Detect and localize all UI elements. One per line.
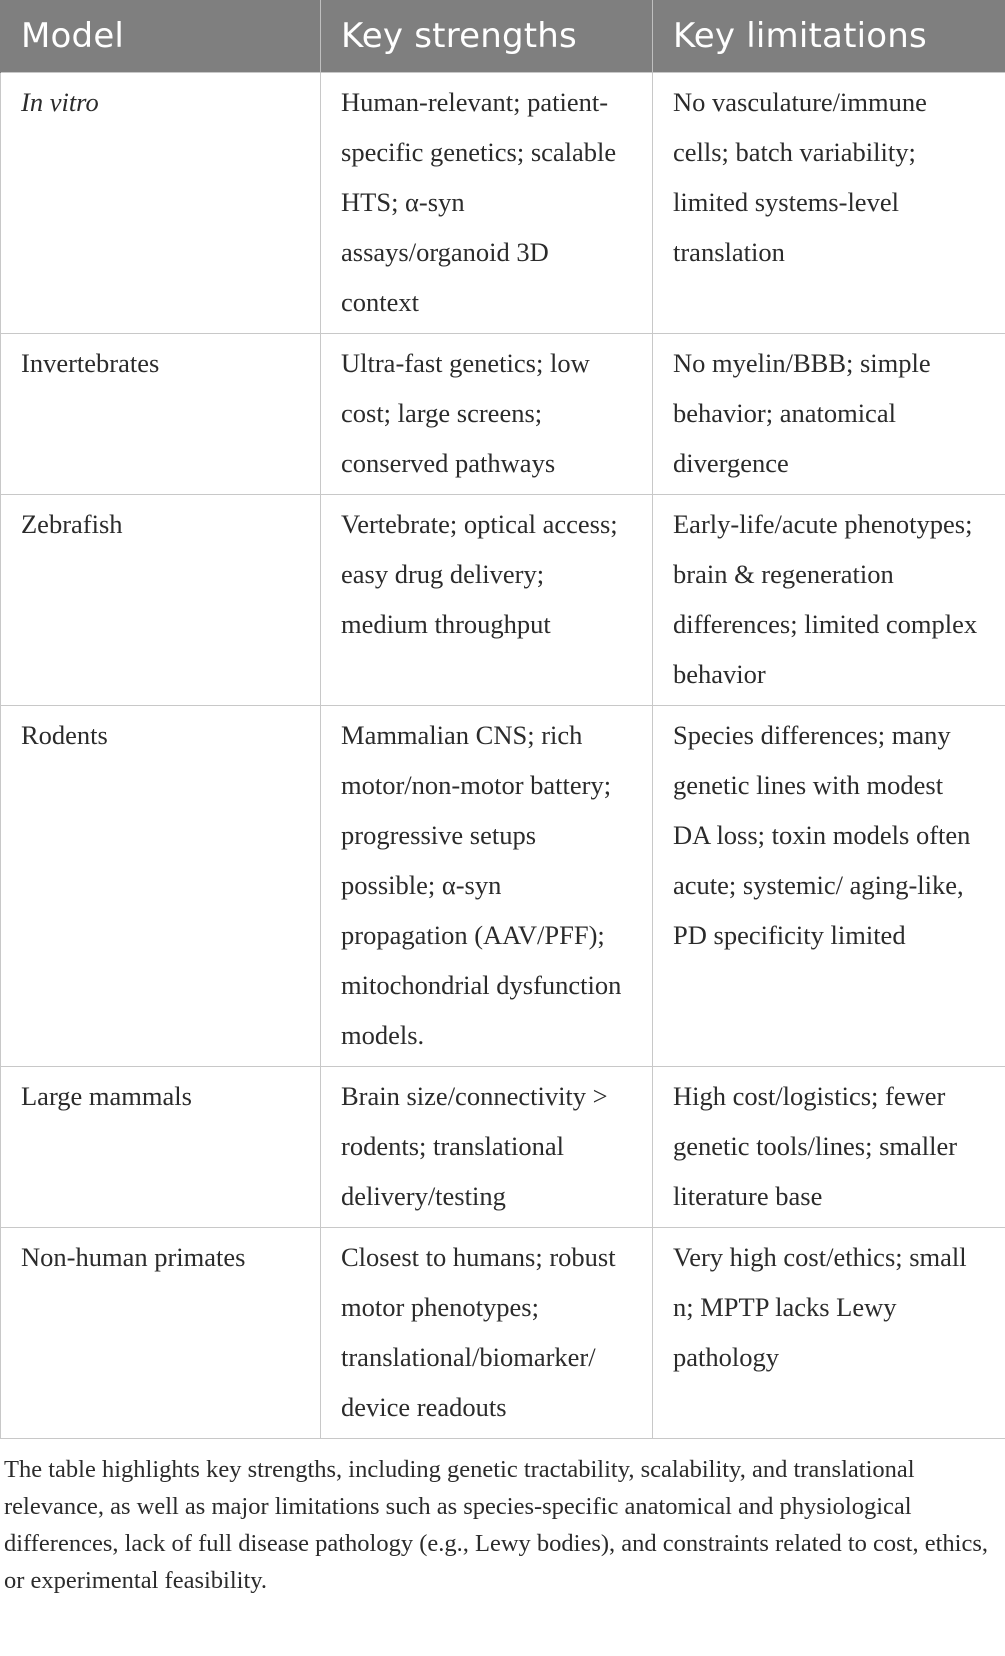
cell-limitations: High cost/logistics; fewer genetic tools/lines; smaller literature base xyxy=(653,1067,1005,1228)
table-row xyxy=(1,334,1005,495)
cell-model: Non-human primates xyxy=(1,1228,321,1439)
cell-model: Zebrafish xyxy=(1,495,321,706)
table-body xyxy=(1,73,1005,1439)
cell-strengths: Vertebrate; optical access; easy drug delivery; medium throughput xyxy=(321,495,653,706)
header-model: Model xyxy=(1,0,321,73)
table-caption: The table highlights key strengths, including genetic tractability, scalability, and translational relevance, as well as major limitations such as species-specific anatomical and physiological differences, lack of full disease pathology (e.g., Lewy bodies), and constraints related to cost, ethics, or experimental feasibility. xyxy=(4,1456,988,1594)
cell-model: Large mammals xyxy=(1,1067,321,1228)
table-row xyxy=(1,706,1005,1067)
cell-limitations: No vasculature/immune cells; batch variability; limited systems-level translation xyxy=(653,73,1005,334)
cell-strengths: Brain size/connectivity > rodents; translational delivery/testing xyxy=(321,1067,653,1228)
header-row xyxy=(1,0,1005,73)
cell-limitations: Early-life/acute phenotypes; brain & regeneration differences; limited complex behavior xyxy=(653,495,1005,706)
header-key-limitations: Key limitations xyxy=(653,0,1005,73)
cell-limitations: Species differences; many genetic lines with modest DA loss; toxin models often acute; systemic/ aging-like, PD specificity limited xyxy=(653,706,1005,1067)
cell-model: Rodents xyxy=(1,706,321,1067)
header-key-strengths: Key strengths xyxy=(321,0,653,73)
table-row xyxy=(1,495,1005,706)
cell-strengths: Mammalian CNS; rich motor/non-motor battery; progressive setups possible; α-syn propagation (AAV/PFF); mitochondrial dysfunction models. xyxy=(321,706,653,1067)
cell-model: In vitro xyxy=(1,73,321,334)
cell-strengths: Closest to humans; robust motor phenotypes; translational/biomarker/ device readouts xyxy=(321,1228,653,1439)
cell-model: Invertebrates xyxy=(1,334,321,495)
cell-limitations: Very high cost/ethics; small n; MPTP lacks Lewy pathology xyxy=(653,1228,1005,1439)
table-row xyxy=(1,1067,1005,1228)
cell-limitations: No myelin/BBB; simple behavior; anatomical divergence xyxy=(653,334,1005,495)
cell-strengths: Human-relevant; patient-specific genetics; scalable HTS; α-syn assays/organoid 3D context xyxy=(321,73,653,334)
cell-strengths: Ultra-fast genetics; low cost; large screens; conserved pathways xyxy=(321,334,653,495)
table-row xyxy=(1,73,1005,334)
table-header xyxy=(1,0,1005,73)
table-row xyxy=(1,1228,1005,1439)
